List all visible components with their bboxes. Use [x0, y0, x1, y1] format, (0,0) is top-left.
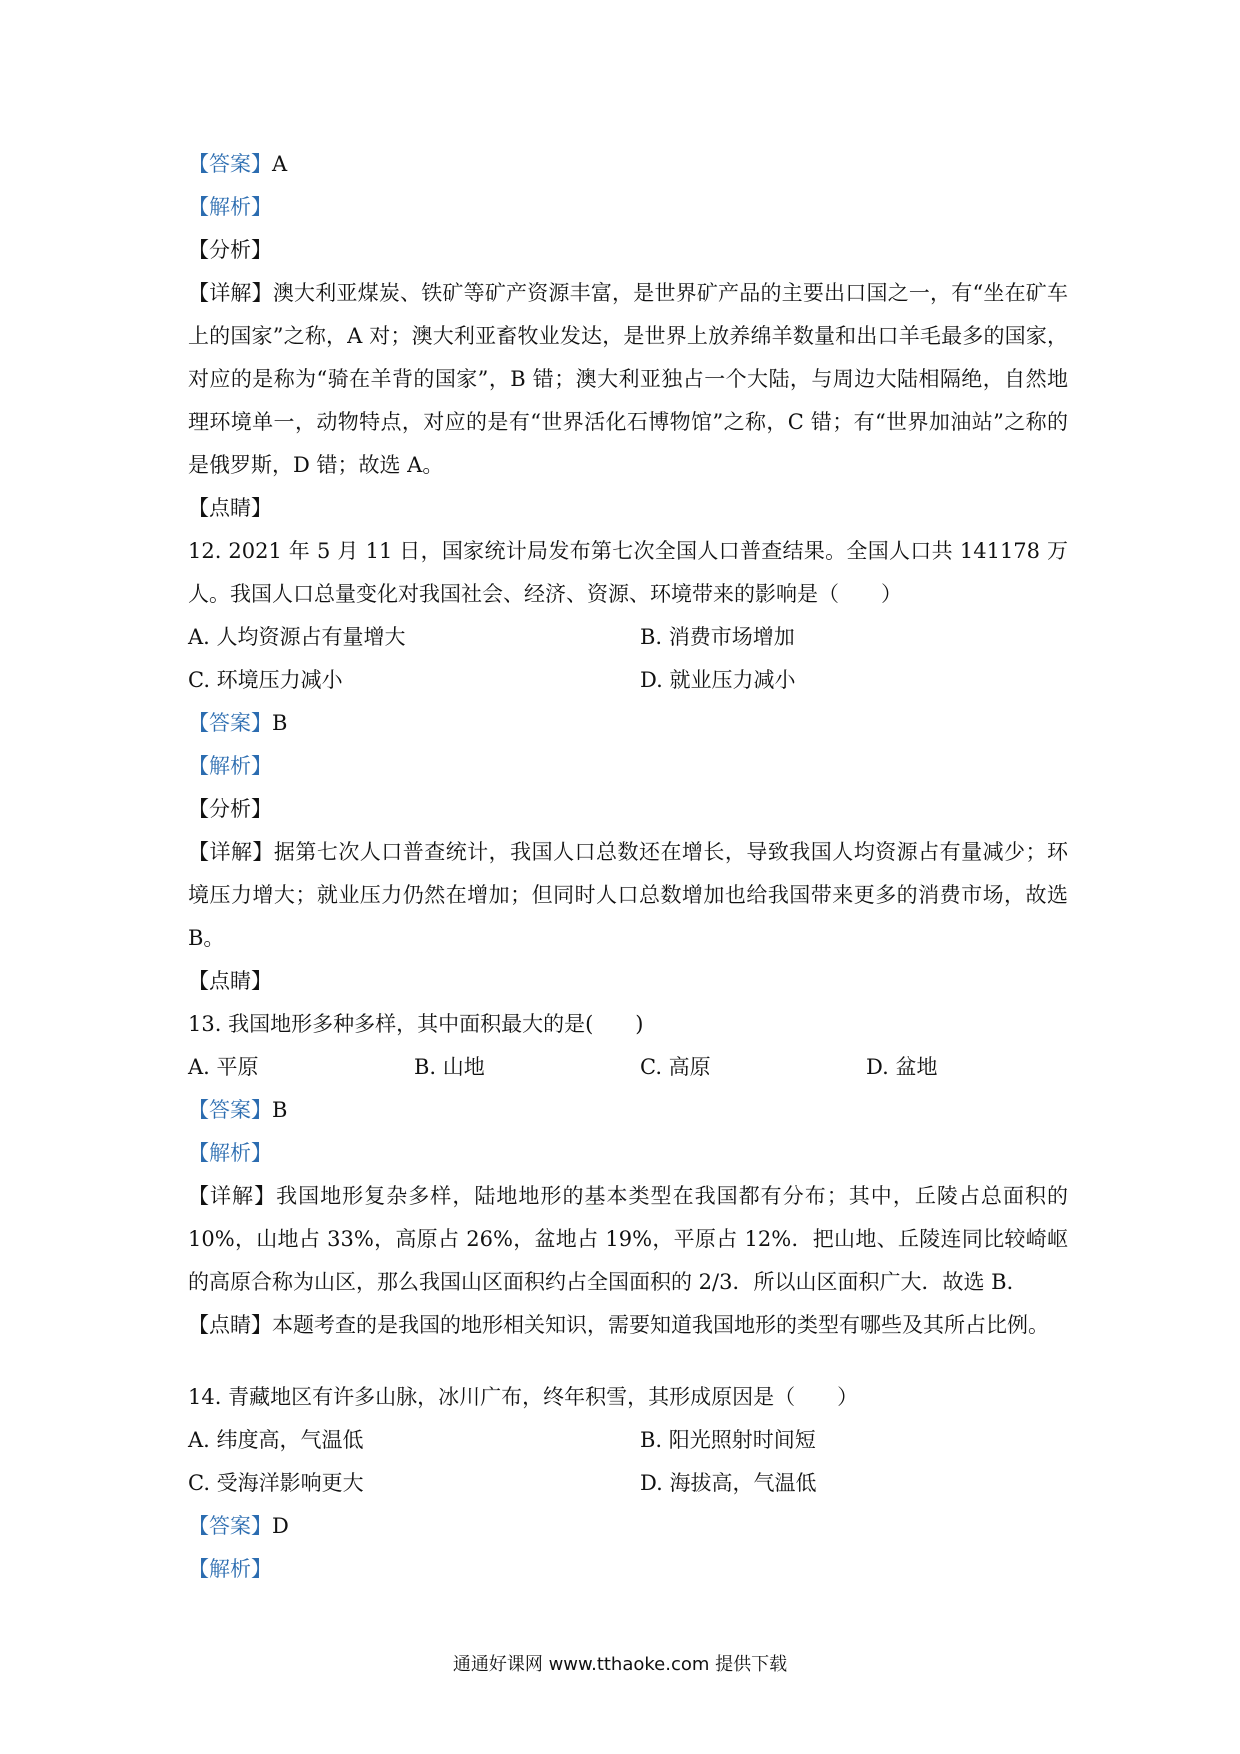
q13-option-a: A. 平原	[188, 1055, 259, 1079]
q13-answer-value: B	[272, 1098, 288, 1122]
analysis-label: 【解析】	[188, 195, 272, 219]
q13-option-b: B. 山地	[414, 1055, 485, 1079]
detail-label: 【详解】	[188, 281, 273, 305]
analysis-label: 【解析】	[188, 1141, 272, 1165]
dianjing-label: 【点睛】	[188, 496, 272, 520]
q14-answer-line	[188, 1505, 1068, 1548]
q13-analysis-line	[188, 1132, 1068, 1175]
detail-label: 【详解】	[188, 1184, 277, 1208]
q11-dianjing-line	[188, 487, 1068, 530]
dianjing-label: 【点睛】	[188, 969, 272, 993]
q14-options-row-2	[188, 1462, 1068, 1505]
q12-fenxi-line	[188, 788, 1068, 831]
q14-stem: 14. 青藏地区有许多山脉，冰川广布，终年积雪，其形成原因是（ ）	[188, 1385, 859, 1409]
q14-analysis-line	[188, 1548, 1068, 1591]
q12-dianjing-line	[188, 960, 1068, 1003]
q11-detail	[188, 272, 1068, 487]
analysis-label: 【解析】	[188, 1557, 272, 1581]
page-content	[188, 143, 1068, 1591]
q14-options-row-1	[188, 1419, 1068, 1462]
q12-options-row-2	[188, 659, 1068, 702]
q12-answer-value: B	[272, 711, 288, 735]
q13-detail-text: 我国地形复杂多样，陆地地形的基本类型在我国都有分布；其中，丘陵占总面积的 10%，山地占 33%，高原占 26%，盆地占 19%，平原占 12%．把山地、丘陵连同比较崎岖的高原合称为山区，那么我国山区面积约占全国面积的 2/3．所以山区面积广大．故选 B．	[188, 1184, 1069, 1294]
fenxi-label: 【分析】	[188, 797, 272, 821]
q14-option-b: B. 阳光照射时间短	[640, 1428, 816, 1452]
fenxi-label: 【分析】	[188, 238, 272, 262]
q12-detail-text: 据第七次人口普查统计，我国人口总数还在增长，导致我国人均资源占有量减少；环境压力增大；就业压力仍然在增加；但同时人口总数增加也给我国带来更多的消费市场，故选 B。	[188, 840, 1069, 950]
q12-answer-line	[188, 702, 1068, 745]
q13-stem: 13. 我国地形多种多样，其中面积最大的是( )	[188, 1012, 644, 1036]
q12-option-d: D. 就业压力减小	[640, 668, 796, 692]
q13-option-c: C. 高原	[640, 1055, 711, 1079]
q12-option-b: B. 消费市场增加	[640, 625, 795, 649]
q13-options-row	[188, 1046, 1068, 1089]
spacer	[188, 1347, 1068, 1376]
q13-option-d: D. 盆地	[866, 1055, 938, 1079]
q13-detail	[188, 1175, 1068, 1304]
page-footer: 通通好课网 www.tthaoke.com 提供下载	[452, 1654, 788, 1675]
q14-answer-value: D	[272, 1514, 289, 1538]
q12-option-a: A. 人均资源占有量增大	[188, 625, 406, 649]
q12-detail	[188, 831, 1068, 960]
q11-fenxi-line	[188, 229, 1068, 272]
q13-dianjing	[188, 1304, 1068, 1347]
q14-option-a: A. 纬度高，气温低	[188, 1428, 364, 1452]
analysis-label: 【解析】	[188, 754, 272, 778]
q12-analysis-line	[188, 745, 1068, 788]
q12-stem: 12. 2021 年 5 月 11 日，国家统计局发布第七次全国人口普查结果。全国人口共 141178 万人。我国人口总量变化对我国社会、经济、资源、环境带来的影响是（ ）	[188, 539, 1068, 606]
q12-option-c: C. 环境压力减小	[188, 668, 343, 692]
q11-analysis-line	[188, 186, 1068, 229]
q13-answer-line	[188, 1089, 1068, 1132]
q11-answer-value: A	[272, 152, 288, 176]
q12-options-row-1	[188, 616, 1068, 659]
q11-answer-line	[188, 143, 1068, 186]
q14-option-d: D. 海拔高，气温低	[640, 1471, 817, 1495]
detail-label: 【详解】	[188, 840, 274, 864]
q11-detail-text: 澳大利亚煤炭、铁矿等矿产资源丰富，是世界矿产品的主要出口国之一，有“坐在矿车上的国家”之称，A 对；澳大利亚畜牧业发达，是世界上放养绵羊数量和出口羊毛最多的国家，对应的是称为“骑在羊背的国家”，B 错；澳大利亚独占一个大陆，与周边大陆相隔绝，自然地理环境单一，动物特点，对应的是有“世界活化石博物馆”之称，C 错；有“世界加油站”之称的是俄罗斯，D 错；故选 A。	[188, 281, 1069, 477]
dianjing-label: 【点睛】	[188, 1313, 272, 1337]
q13-dianjing-text: 本题考查的是我国的地形相关知识，需要知道我国地形的类型有哪些及其所占比例。	[272, 1313, 1049, 1337]
answer-label: 【答案】	[188, 1514, 272, 1538]
answer-label: 【答案】	[188, 711, 272, 735]
answer-label: 【答案】	[188, 152, 272, 176]
q14-option-c: C. 受海洋影响更大	[188, 1471, 364, 1495]
answer-label: 【答案】	[188, 1098, 272, 1122]
